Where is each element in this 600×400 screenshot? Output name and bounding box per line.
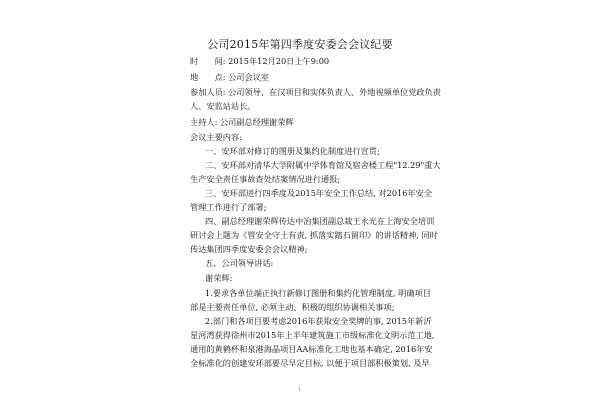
page-number: 1	[298, 387, 302, 393]
speech-point-1-line-1: 1.要求各单位端正执行新修订图册和集约化管理制度, 明确项目	[205, 288, 431, 298]
speaker-name: 谢荣辉:	[205, 273, 233, 283]
participants-line-2: 人、安监站站长。	[190, 101, 256, 111]
meeting-location: 地 点: 公司会议室	[190, 72, 270, 82]
speech-point-2-line-3: 通用的黄鹤杯和泉港海晶项目AA标准化工地也基本确定, 2016年安	[190, 344, 433, 354]
agenda-item-3-line-2: 管理工作进行了部署;	[190, 202, 267, 212]
speech-point-2-line-4: 全标准化的创建安环部要尽早定目标, 以便于项目部积极策划, 及早	[190, 358, 430, 368]
agenda-item-2-line-1: 二、安环部对清华大学附属中学体育馆及宿舍楼工程"12.29"重大	[205, 160, 441, 170]
contents-heading: 会议主要内容:	[190, 132, 242, 142]
agenda-item-2-line-2: 生产安全责任事故查处结案情况进行通报;	[190, 174, 341, 184]
participants-line-1: 参加人员: 公司领导、在汉项目和实体负责人、外地视频单位党政负责	[190, 87, 441, 97]
speech-point-1-line-2: 部是主要责任单位, 必须主动、积极的组织协调相关事项;	[190, 302, 395, 312]
agenda-item-4-line-2: 研讨会上题为《管安全守土有责, 抓落实踏石留印》的讲话精神, 同时	[190, 230, 438, 240]
meeting-time: 时 间: 2015年12月20日上午9:00	[190, 56, 330, 66]
host-line: 主持人: 公司副总经理谢荣辉	[190, 117, 294, 127]
agenda-item-5: 五、公司领导讲话:	[205, 258, 274, 268]
document-title: 公司2015年第四季度安委会会议纪要	[207, 38, 393, 51]
agenda-item-3-line-1: 三、安环部进行四季度及2015年安全工作总结, 对2016年安全	[205, 188, 433, 198]
agenda-item-1: 一、安环部对修订的图册及集约化制度进行宣贯;	[205, 146, 380, 156]
speech-point-2-line-2: 星河湾获得徐州市2015年上半年建筑施工市级标准化文明示范工地,	[190, 330, 435, 340]
agenda-item-4-line-1: 四、副总经理谢荣辉传达中冶集团副总裁王永光在上海安全培训	[205, 216, 435, 226]
agenda-item-4-line-3: 传达集团四季度安委会会议精神;	[190, 244, 308, 254]
speech-point-2-line-1: 2.部门和各项目要考虑2016年获取安全奖牌的事, 2015年新沂	[205, 316, 432, 326]
